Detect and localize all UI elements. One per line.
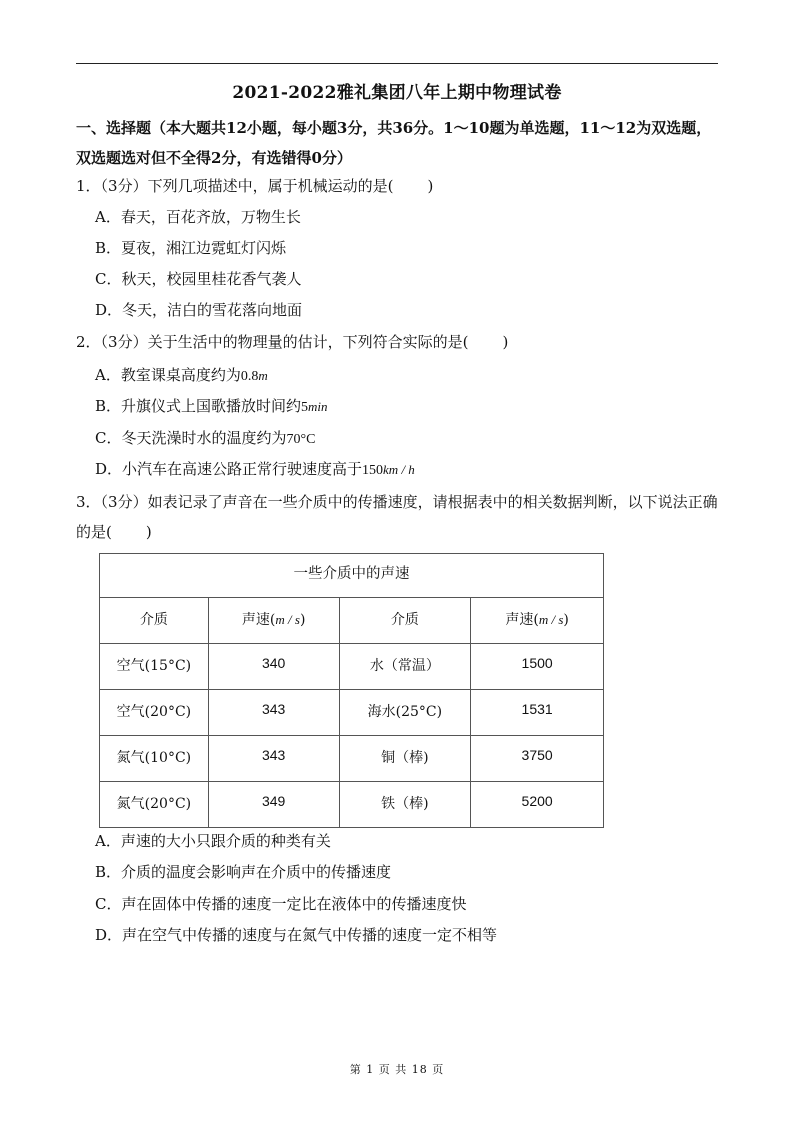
table-cell: 5200 (471, 782, 604, 828)
table-cell: 氮气(10°C) (100, 736, 209, 782)
table-cell: 水（常温） (339, 644, 471, 690)
table-row (100, 690, 604, 736)
question-3-option-a: A．声速的大小只跟介质的种类有关 (95, 832, 331, 850)
table-cell: 3750 (471, 736, 604, 782)
question-1-option-a: A．春天，百花齐放，万物生长 (95, 208, 301, 226)
page-title: 2021-2022雅礼集团八年上期中物理试卷 (232, 83, 562, 103)
question-1-option-b: B．夏夜，湘江边霓虹灯闪烁 (95, 239, 287, 257)
table-cell: 铁（棒) (339, 782, 471, 828)
table-cell: 海水(25°C) (339, 690, 471, 736)
table-cell: 343 (208, 736, 339, 782)
question-2-option-a: A．教室课桌高度约为0.8m (95, 366, 268, 384)
question-2-option-d: D．小汽车在高速公路正常行驶速度高于150km / h (95, 460, 415, 478)
table-header-speed: 声速(m / s) (208, 598, 339, 644)
header-rule (76, 63, 718, 64)
table-header-medium: 介质 (100, 598, 209, 644)
table-header-speed: 声速(m / s) (471, 598, 604, 644)
table-cell: 343 (208, 690, 339, 736)
table-cell: 349 (208, 782, 339, 828)
question-2-option-c: C．冬天洗澡时水的温度约为70°C (95, 429, 316, 447)
question-3-option-d: D．声在空气中传播的速度与在氮气中传播的速度一定不相等 (95, 926, 498, 944)
question-3-option-b: B．介质的温度会影响声在介质中的传播速度 (95, 863, 392, 881)
question-3-option-c: C．声在固体中传播的速度一定比在液体中的传播速度快 (95, 895, 467, 913)
sound-speed-table (99, 553, 604, 828)
page-footer: 第 1 页 共 18 页 (349, 1063, 445, 1076)
table-row (100, 644, 604, 690)
question-1-stem: 1．（3分）下列几项描述中，属于机械运动的是( ) (76, 177, 434, 195)
question-2-option-b: B．升旗仪式上国歌播放时间约5min (95, 397, 328, 415)
table-caption: 一些介质中的声速 (100, 554, 604, 598)
table-row (100, 736, 604, 782)
table-cell: 空气(20°C) (100, 690, 209, 736)
table-cell: 1531 (471, 690, 604, 736)
table-cell: 氮气(20°C) (100, 782, 209, 828)
question-3-stem: 3．（3分）如表记录了声音在一些介质中的传播速度，请根据表中的相关数据判断，以下说法正确的是( ) (76, 493, 718, 541)
question-1-option-d: D．冬天，洁白的雪花落向地面 (95, 301, 303, 319)
section-heading: 一、选择题（本大题共12小题，每小题3分，共36分。1～10题为单选题，11～12为双选题，双选题选对但不全得2分，有选错得0分） (76, 119, 712, 167)
table-cell: 铜（棒) (339, 736, 471, 782)
table-row (100, 782, 604, 828)
table-cell: 1500 (471, 644, 604, 690)
question-1-option-c: C．秋天，校园里桂花香气袭人 (95, 270, 302, 288)
table-header-medium: 介质 (339, 598, 471, 644)
table-cell: 340 (208, 644, 339, 690)
question-2-stem: 2．（3分）关于生活中的物理量的估计，下列符合实际的是( ) (76, 333, 509, 351)
table-cell: 空气(15°C) (100, 644, 209, 690)
table-header-row (100, 598, 604, 644)
